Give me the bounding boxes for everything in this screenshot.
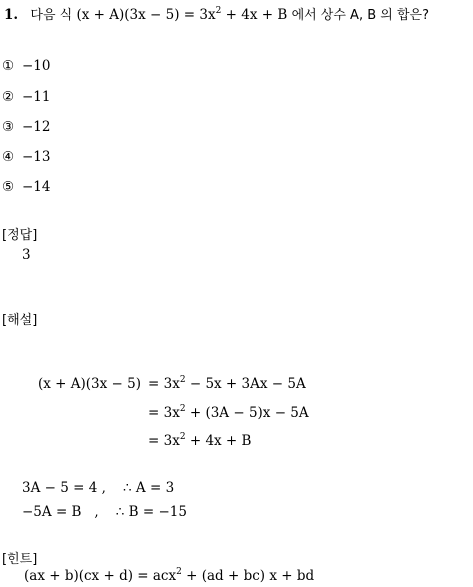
explanation-eq: = 3x	[148, 376, 180, 392]
hint-label: [힌트]	[2, 552, 38, 567]
choice-mark: ④	[2, 149, 15, 165]
explanation-rest: − 5x + 3Ax − 5A	[185, 376, 306, 392]
explanation-line	[148, 376, 306, 392]
hint-formula-left: (ax + b)(cx + d) = acx	[24, 568, 177, 584]
explanation-result-b: −5A = B , ∴ B = −15	[22, 504, 187, 520]
choice-mark: ①	[2, 58, 15, 74]
answer-value: 3	[22, 247, 31, 263]
choice-value: −13	[22, 149, 51, 165]
question-lead: 다음 식	[30, 8, 73, 23]
explanation-line	[148, 433, 251, 449]
choice-value: −11	[22, 89, 51, 105]
question-tail: 에서 상수 A, B 의 합은?	[291, 8, 429, 23]
choice-item[interactable]	[2, 58, 51, 74]
explanation-exp: 2	[179, 375, 186, 385]
explanation-rest: + (3A − 5)x − 5A	[185, 405, 309, 421]
question-expr-right: + 4x + B	[221, 7, 288, 23]
explanation-result-a: 3A − 5 = 4 , ∴ A = 3	[22, 480, 175, 496]
choice-value: −14	[22, 179, 51, 195]
explanation-rest: + 4x + B	[185, 433, 252, 449]
hint-formula	[24, 568, 314, 584]
choice-item[interactable]	[2, 89, 51, 105]
choice-value: −10	[22, 58, 51, 74]
explanation-lhs: (x + A)(3x − 5)	[38, 376, 142, 392]
explanation-exp: 2	[179, 432, 186, 442]
hint-formula-exp: 2	[176, 567, 182, 577]
hint-formula-right: + (ad + bc) x + bd	[181, 568, 315, 584]
choice-item[interactable]	[2, 179, 51, 195]
explanation-label: [해설]	[2, 313, 38, 328]
answer-label: [정답]	[2, 228, 38, 243]
choice-mark: ②	[2, 89, 15, 105]
choice-value: −12	[22, 119, 51, 135]
question-line	[4, 4, 429, 23]
explanation-eq: = 3x	[148, 433, 180, 449]
question-expr-exp: 2	[215, 6, 222, 16]
question-number: 1.	[4, 7, 19, 23]
explanation-eq: = 3x	[148, 405, 180, 421]
explanation-exp: 2	[179, 404, 186, 414]
question-expr-left: (x + A)(3x − 5) = 3x	[76, 7, 216, 23]
choice-mark: ③	[2, 119, 15, 135]
choice-item[interactable]	[2, 149, 51, 165]
question-expression	[77, 7, 292, 23]
choice-mark: ⑤	[2, 179, 15, 195]
choice-item[interactable]	[2, 119, 51, 135]
explanation-line	[148, 405, 309, 421]
